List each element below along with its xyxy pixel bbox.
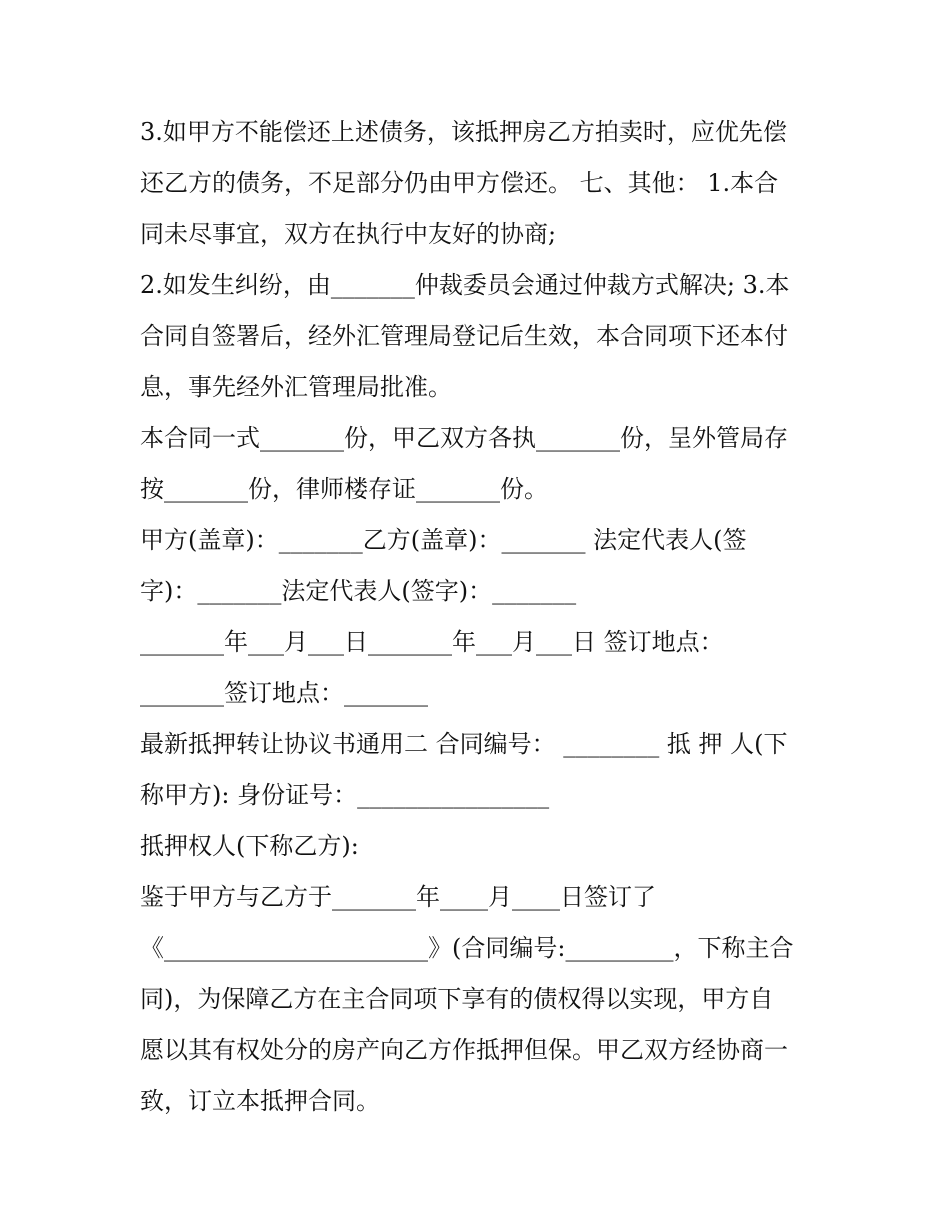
text-line-19: 愿以其有权处分的房产向乙方作抵押但保。甲乙双方经协商一: [140, 1036, 788, 1064]
text-line-10: 字)：_______法定代表人(签字)：_______: [140, 577, 577, 605]
text-line-14: 称甲方): 身份证号：________________: [140, 781, 550, 809]
text-line-12: _______签订地点：_______: [140, 679, 428, 707]
text-line-4: 2.如发生纠纷，由_______仲裁委员会通过仲裁方式解决; 3.本: [140, 271, 790, 299]
text-line-2: 还乙方的债务，不足部分仍由甲方偿还。 七、其他： 1.本合: [140, 169, 779, 197]
text-line-17: 《______________________》(合同编号:_________，下称主合: [140, 934, 794, 962]
text-line-20: 致，订立本抵押合同。: [140, 1087, 380, 1115]
text-line-16: 鉴于甲方与乙方于_______年____月____日签订了: [140, 883, 656, 911]
text-line-6: 息，事先经外汇管理局批准。: [140, 373, 452, 401]
text-line-9: 甲方(盖章)：_______乙方(盖章)：_______ 法定代表人(签: [140, 526, 747, 554]
text-line-13: 最新抵押转让协议书通用二 合同编号： ________ 抵 押 人(下: [140, 730, 788, 758]
text-line-7: 本合同一式_______份，甲乙双方各执_______份，呈外管局存: [140, 424, 788, 452]
text-line-5: 合同自签署后，经外汇管理局登记后生效，本合同项下还本付: [140, 322, 788, 350]
text-line-11: _______年___月___日_______年___月___日 签订地点：: [140, 628, 724, 656]
text-line-15: 抵押权人(下称乙方):: [140, 832, 359, 860]
text-line-8: 按_______份，律师楼存证_______份。: [140, 475, 548, 503]
document-body: [140, 107, 840, 1127]
text-line-18: 同)，为保障乙方在主合同项下享有的债权得以实现，甲方自: [140, 985, 774, 1013]
text-line-3: 同未尽事宜，双方在执行中友好的协商;: [140, 220, 557, 248]
text-line-1: 3.如甲方不能偿还上述债务，该抵押房乙方拍卖时，应优先偿: [140, 118, 787, 146]
